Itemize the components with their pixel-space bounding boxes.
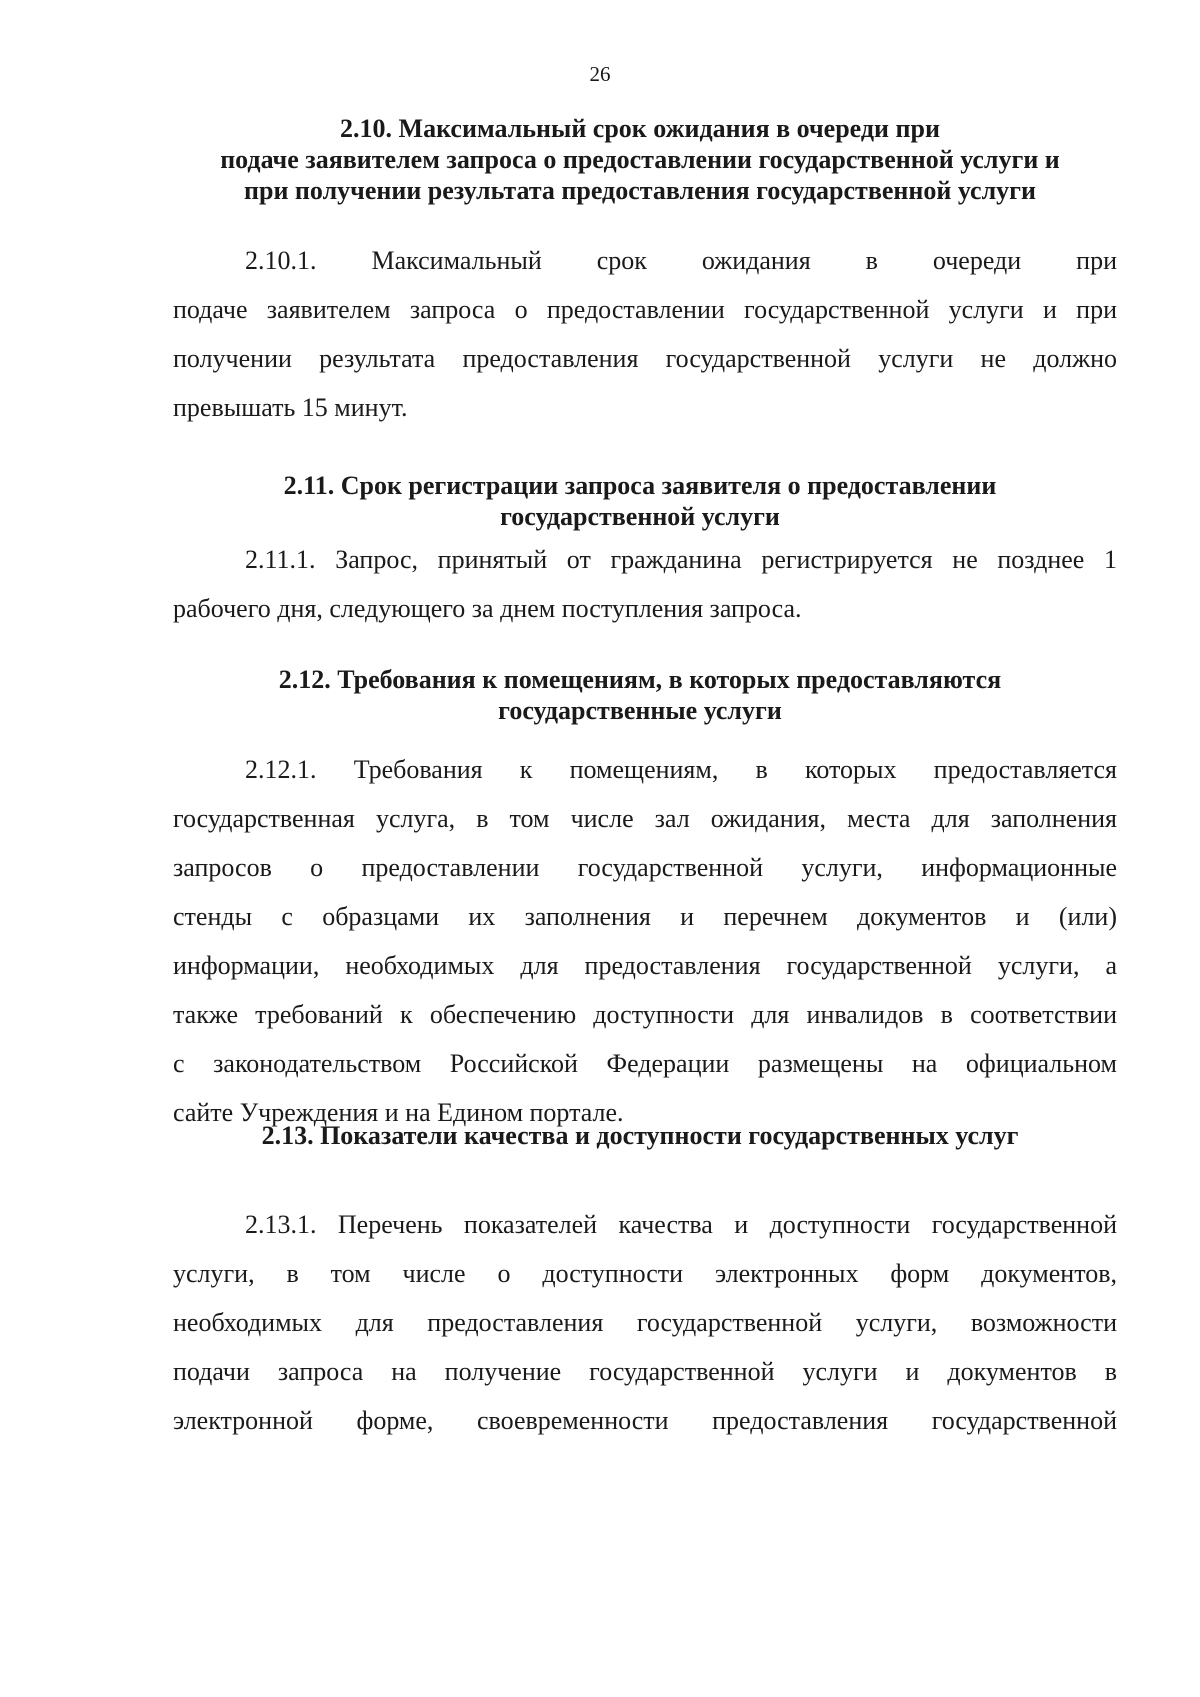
paragraph-line: с законодательством Российской Федерации размещены на официальном bbox=[173, 1049, 1117, 1078]
paragraph-line: электронной форме, своевременности предоставления государственной bbox=[173, 1406, 1117, 1435]
page-number: 26 bbox=[589, 62, 611, 86]
heading-line: 2.11. Срок регистрации запроса заявителя о предоставлении bbox=[283, 471, 997, 500]
paragraph-2-10-1 bbox=[173, 236, 1117, 432]
paragraph-line: 2.12.1. Требования к помещениям, в которых предоставляется bbox=[245, 755, 1117, 784]
section-heading-2-13 bbox=[160, 1120, 1120, 1151]
heading-line: 2.12. Требования к помещениям, в которых предоставляются bbox=[278, 665, 1002, 694]
paragraph-line: необходимых для предоставления государственной услуги, возможности bbox=[173, 1308, 1117, 1337]
paragraph-line: 2.11.1. Запрос, принятый от гражданина регистрируется не позднее 1 bbox=[245, 545, 1117, 574]
paragraph-2-12-1 bbox=[173, 745, 1117, 1137]
paragraph-line: 2.10.1. Максимальный срок ожидания в очереди при bbox=[245, 246, 1117, 275]
heading-line: государственной услуги bbox=[500, 502, 780, 531]
paragraph-line: превышать 15 минут. bbox=[173, 393, 408, 422]
heading-line: при получении результата предоставления государственной услуги bbox=[244, 176, 1036, 205]
paragraph-line: стенды с образцами их заполнения и перечнем документов и (или) bbox=[173, 902, 1117, 931]
heading-line: подаче заявителем запроса о предоставлении государственной услуги и bbox=[220, 145, 1060, 174]
paragraph-line: подаче заявителем запроса о предоставлении государственной услуги и при bbox=[173, 295, 1117, 324]
section-heading-2-12 bbox=[160, 664, 1120, 726]
paragraph-2-13-1 bbox=[173, 1200, 1117, 1445]
paragraph-2-11-1 bbox=[173, 535, 1117, 633]
paragraph-line: также требований к обеспечению доступности для инвалидов в соответствии bbox=[173, 1000, 1117, 1029]
paragraph-line: запросов о предоставлении государственной услуги, информационные bbox=[173, 853, 1117, 882]
section-heading-2-11 bbox=[160, 470, 1120, 532]
paragraph-line: подачи запроса на получение государственной услуги и документов в bbox=[173, 1357, 1117, 1386]
heading-line: 2.13. Показатели качества и доступности государственных услуг bbox=[261, 1121, 1019, 1150]
paragraph-line: услуги, в том числе о доступности электронных форм документов, bbox=[173, 1259, 1117, 1288]
paragraph-line: получении результата предоставления государственной услуги не должно bbox=[173, 344, 1117, 373]
paragraph-line: сайте Учреждения и на Едином портале. bbox=[173, 1098, 624, 1127]
heading-line: 2.10. Максимальный срок ожидания в очереди при bbox=[340, 114, 940, 143]
paragraph-line: государственная услуга, в том числе зал ожидания, места для заполнения bbox=[173, 804, 1117, 833]
paragraph-line: 2.13.1. Перечень показателей качества и доступности государственной bbox=[245, 1210, 1117, 1239]
heading-line: государственные услуги bbox=[498, 696, 782, 725]
paragraph-line: рабочего дня, следующего за днем поступления запроса. bbox=[173, 594, 802, 623]
section-heading-2-10 bbox=[160, 113, 1120, 206]
paragraph-line: информации, необходимых для предоставления государственной услуги, а bbox=[173, 951, 1117, 980]
